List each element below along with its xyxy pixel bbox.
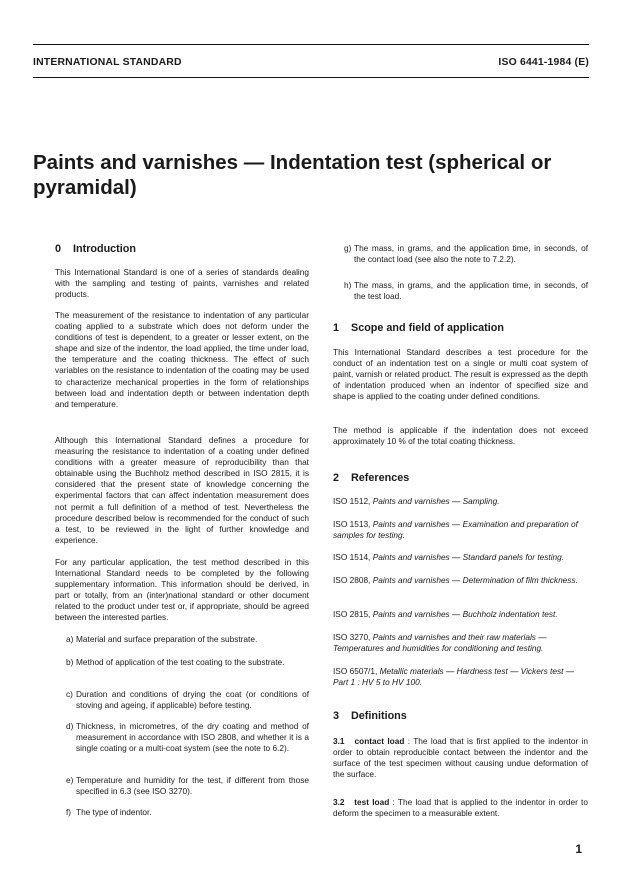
reference-title: Paints and varnishes — Examination and preparation of samples for testing. [333, 519, 578, 541]
reference-item [333, 552, 588, 563]
list-item-label: b) [66, 657, 74, 667]
scope-paragraph-2: The method is applicable if the indentation does not exceed approximately 10 % of the total coating thickness. [333, 425, 588, 447]
reference-code: ISO 2815, [333, 609, 371, 619]
definition-number: 3.1 [333, 736, 345, 746]
list-item-text: Thickness, in micrometres, of the dry coating and method of measurement in accordance with ISO 2808, and whether it is a single coating or a multi-coat system (see the note to 6.2). [76, 721, 309, 754]
list-item-text: The mass, in grams, and the application time, in seconds, of the contact load (see also the note to 7.2.2). [354, 243, 588, 265]
reference-title: Paints and varnishes — Buchholz indentation test. [372, 609, 558, 619]
scope-heading-text: Scope and field of application [351, 322, 504, 334]
intro-heading [55, 243, 136, 255]
reference-title: Paints and varnishes — Sampling. [372, 496, 500, 506]
list-item-label: f) [66, 807, 72, 817]
list-item [66, 775, 309, 797]
reference-title: Paints and varnishes — Standard panels for testing. [372, 552, 565, 562]
reference-item [333, 519, 588, 541]
list-item-label: c) [66, 689, 73, 699]
list-item-text: Material and surface preparation of the substrate. [76, 634, 258, 644]
list-item-text: Duration and conditions of drying the coat (or conditions of stoving and ageing, if applicable) before testing. [76, 689, 309, 711]
list-item-label: e) [66, 775, 74, 785]
definition-term: test load [354, 797, 390, 807]
intro-heading-number: 0 [55, 243, 62, 255]
header-standard-label: INTERNATIONAL STANDARD [33, 57, 182, 68]
list-item [66, 634, 309, 645]
list-item [344, 243, 588, 265]
reference-item [333, 609, 588, 620]
header-top-rule [33, 44, 589, 45]
intro-paragraph-1: This International Standard is one of a series of standards dealing with the sampling and testing of paints, varnishes and related products. [55, 267, 309, 300]
reference-item [333, 496, 588, 507]
list-item-text: Method of application of the test coating to the substrate. [76, 657, 285, 667]
definitions-heading [333, 710, 407, 722]
header-bottom-rule [33, 77, 589, 78]
references-heading-number: 2 [333, 472, 340, 484]
scope-heading-number: 1 [333, 322, 340, 334]
list-item [66, 657, 309, 668]
definitions-heading-number: 3 [333, 710, 340, 722]
reference-code: ISO 3270, [333, 632, 371, 642]
reference-code: ISO 1514, [333, 552, 371, 562]
scope-heading [333, 322, 504, 334]
reference-code: ISO 2808, [333, 575, 371, 585]
references-heading [333, 472, 409, 484]
header-standard-number: ISO 6441-1984 (E) [498, 57, 589, 68]
definition-number: 3.2 [333, 797, 345, 807]
scope-paragraph-1: This International Standard describes a test procedure for the conduct of an indentation test on a single or multi coat system of paint, varnish or related product. The result is expressed as the depth of indentation produced when an indentor of specified size and shape is applied to the coating under defined conditions. [333, 347, 588, 402]
intro-paragraph-3: Although this International Standard defines a procedure for measuring the resistance to indentation of a coating under defined conditions with a greater measure of reproducibility than that obtainable using the Buchholz method described in ISO 2815, it is considered that the present state of knowledge concerning the experimental factors that can affect indentation measurement does not permit a full definition of a method of test. Nevertheless the procedure described below is recommended for the conduct of such a test, to be reviewed in the light of further knowledge and experience. [55, 435, 309, 545]
list-item-label: h) [344, 280, 352, 290]
definition-text: : The load that is applied to the indentor in order to deform the specimen to a measurable extent. [333, 797, 588, 819]
definition-text: : The load that is first applied to the indentor in order to obtain reproducible contact between the indentor and the surface of the test specimen without causing undue deformation of the surface. [333, 736, 588, 780]
list-item [66, 721, 309, 754]
reference-title: Paints and varnishes — Determination of film thickness. [372, 575, 578, 585]
list-item [66, 689, 309, 711]
intro-paragraph-2: The measurement of the resistance to indentation of any particular coating applied to a substrate which does not deform under the conditions of test is dependent, to a greater or lesser extent, on the shape and size of the indentor, the load applied, the time under load, the temperature and the coating thickness. The effect of such variables on the resistance to indentation of the coating may be used to characterize mechanical properties in the form of relationships between load and indentation depth or between indentation depth and temperature. [55, 310, 309, 409]
reference-code: ISO 6507/1, [333, 666, 378, 676]
list-item-label: a) [66, 634, 74, 644]
intro-paragraph-4: For any particular application, the test method described in this International Standard needs to be completed by the following supplementary information. This information should be derived, in part or totally, from an (inter)national standard or other document related to the product under test or, if appropriate, should be agreed between the interested parties. [55, 557, 309, 623]
definition-contact-load [333, 736, 588, 780]
reference-item [333, 575, 588, 586]
reference-code: ISO 1513, [333, 519, 371, 529]
list-item-label: g) [344, 243, 352, 253]
page-number: 1 [575, 842, 582, 856]
reference-item [333, 666, 588, 688]
list-item-text: The mass, in grams, and the application time, in seconds, of the test load. [354, 280, 588, 302]
list-item-label: d) [66, 721, 74, 731]
reference-item [333, 632, 588, 654]
references-heading-text: References [351, 472, 410, 484]
definition-term: contact load [354, 736, 405, 746]
reference-title: Paints and varnishes and their raw materials — Temperatures and humidities for conditioning and testing. [333, 632, 547, 654]
list-item [66, 807, 309, 818]
reference-code: ISO 1512, [333, 496, 371, 506]
intro-heading-text: Introduction [73, 243, 136, 255]
list-item-text: The type of indentor. [76, 807, 152, 817]
document-title: Paints and varnishes — Indentation test (spherical or pyramidal) [33, 151, 552, 199]
list-item [344, 280, 588, 302]
reference-title: Metallic materials — Hardness test — Vickers test — Part 1 : HV 5 to HV 100. [333, 666, 575, 688]
definitions-heading-text: Definitions [351, 710, 407, 722]
list-item-text: Temperature and humidity for the test, if different from those specified in 6.3 (see ISO 3270). [76, 775, 309, 797]
definition-test-load [333, 797, 588, 819]
